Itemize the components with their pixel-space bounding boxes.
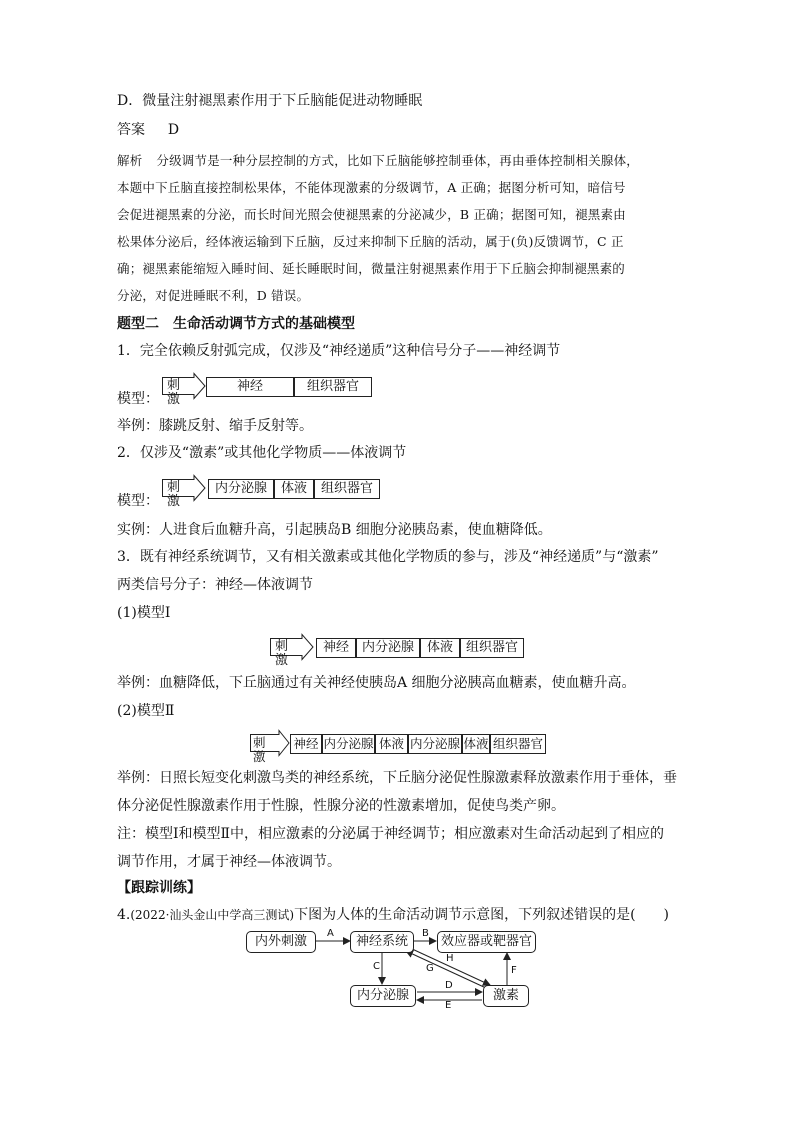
node-endocrine: 内分泌腺	[350, 985, 416, 1007]
option-d: D．微量注射褪黑素作用于下丘脑能促进动物睡眠	[117, 93, 423, 109]
analysis-line-2: 本题中下丘脑直接控制松果体，不能体现激素的分级调节，A 正确；据图分析可知，暗信号	[117, 180, 626, 195]
analysis-line-4: 松果体分泌后，经体液运输到下丘脑，反过来抑制下丘脑的活动，属于(负)反馈调节，C 正	[117, 234, 624, 249]
item1-title: 1．完全依赖反射弧完成，仅涉及“神经递质”这种信号分子——神经调节	[117, 343, 561, 359]
item2-title: 2．仅涉及“激素”或其他化学物质——体液调节	[117, 445, 407, 461]
q4-diagram	[246, 929, 536, 1009]
model2-example-2: 体分泌促性腺激素作用于性腺，性腺分泌的性激素增加，促使鸟类产卵。	[117, 798, 565, 814]
tracking-title: 【跟踪训练】	[117, 880, 201, 896]
note-line-2: 调节作用，才属于神经—体液调节。	[117, 854, 341, 870]
node-hormone: 激素	[483, 985, 529, 1007]
item3-title-1: 3．既有神经系统调节，又有相关激素或其他化学物质的参与，涉及“神经递质”与“激素”	[117, 549, 659, 565]
note-line-1: 注：模型Ⅰ和模型Ⅱ中，相应激素的分泌属于神经调节；相应激素对生命活动起到了相应的	[117, 826, 665, 842]
body-fluid-box: 体液	[274, 479, 314, 499]
node-stimulus: 内外刺激	[246, 931, 316, 953]
item1-model-label: 模型：	[117, 391, 159, 407]
analysis-label: 解析	[117, 153, 143, 168]
node-nervous-system: 神经系统	[350, 931, 414, 953]
q4-number: 4.	[117, 907, 131, 923]
nerve-box: 神经	[206, 377, 294, 397]
nerve-box: 神经	[316, 638, 356, 658]
organ-box: 组织器官	[460, 638, 524, 658]
stimulus-label: 刺激	[167, 480, 181, 509]
stimulus-label: 刺激	[253, 735, 266, 764]
body-fluid-box-2: 体液	[462, 734, 490, 754]
item1-example: 举例：膝跳反射、缩手反射等。	[117, 418, 313, 434]
model2-label: (2)模型Ⅱ	[117, 703, 175, 719]
item2-example: 实例：人进食后血糖升高，引起胰岛B 细胞分泌胰岛素，使血糖降低。	[117, 522, 552, 538]
analysis-line-5: 确；褪黑素能缩短入睡时间、延长睡眠时间，微量注射褪黑素作用于下丘脑会抑制褪黑素的	[117, 261, 626, 276]
analysis-line-1: 解析 分级调节是一种分层控制的方式，比如下丘脑能够控制垂体，再由垂体控制相关腺体，	[117, 153, 640, 168]
q4-source: (2022·汕头金山中学高三测试)	[130, 908, 295, 922]
organ-box: 组织器官	[294, 377, 372, 397]
section-title: 题型二 生命活动调节方式的基础模型	[117, 316, 355, 332]
organ-box: 组织器官	[490, 734, 546, 754]
organ-box: 组织器官	[314, 479, 380, 499]
body-fluid-box-1: 体液	[375, 734, 408, 754]
analysis-line-3: 会促进褪黑素的分泌，而长时间光照会使褪黑素的分泌减少，B 正确；据图可知，褪黑素由	[117, 207, 626, 222]
q4-stem: 下图为人体的生命活动调节示意图，下列叙述错误的是( )	[294, 907, 670, 923]
edge-label-b: B	[422, 928, 429, 939]
analysis-line-6: 分泌，对促进睡眠不利，D 错误。	[117, 288, 310, 303]
edge-label-a: A	[327, 928, 334, 939]
q4-stem-line	[117, 905, 669, 925]
endocrine-box-1: 内分泌腺	[322, 734, 375, 754]
edge-label-e: E	[445, 1000, 452, 1011]
stimulus-label: 刺激	[275, 639, 289, 668]
edge-label-h: H	[446, 953, 454, 964]
body-fluid-box: 体液	[420, 638, 460, 658]
edge-label-c: C	[373, 961, 380, 972]
answer-value: D	[167, 122, 180, 138]
item3-title-2: 两类信号分子：神经—体液调节	[117, 577, 313, 593]
model1-example: 举例：血糖降低，下丘脑通过有关神经使胰岛A 细胞分泌胰高血糖素，使血糖升高。	[117, 675, 636, 691]
endocrine-box-2: 内分泌腺	[408, 734, 462, 754]
nerve-box: 神经	[290, 734, 322, 754]
stimulus-label: 刺激	[167, 378, 181, 407]
model2-example-1: 举例：日照长短变化刺激鸟类的神经系统，下丘脑分泌促性腺激素释放激素作用于垂体，垂	[117, 770, 677, 786]
edge-label-f: F	[511, 965, 517, 976]
edge-label-d: D	[445, 980, 453, 991]
endocrine-box: 内分泌腺	[356, 638, 420, 658]
item2-model-label: 模型：	[117, 493, 159, 509]
node-effector: 效应器或靶器官	[437, 931, 536, 953]
endocrine-box: 内分泌腺	[208, 479, 274, 499]
edge-label-g: G	[426, 963, 434, 974]
answer-line	[117, 120, 179, 140]
model1-label: (1)模型Ⅰ	[117, 605, 171, 621]
answer-label: 答案	[117, 122, 145, 138]
